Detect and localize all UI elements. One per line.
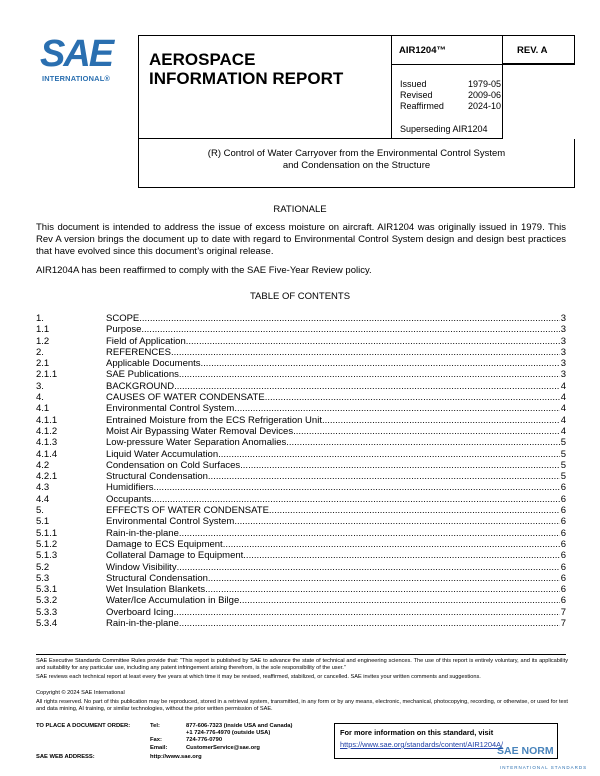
toc-entry-title: SAE Publications — [106, 369, 179, 381]
toc-leader-dots — [234, 516, 559, 527]
toc-entry-title: Environmental Control System — [106, 516, 235, 528]
toc-entry-number: 5.3 — [36, 572, 50, 584]
toc-leader-dots — [269, 505, 560, 516]
toc-entry-title: Rain-in-the-plane — [106, 618, 179, 630]
toc-entry[interactable] — [36, 336, 566, 347]
toc-entry-page: 3 — [560, 335, 566, 347]
toc-entry-page: 6 — [560, 584, 566, 596]
toc-entry[interactable] — [36, 528, 566, 539]
toc-entry[interactable] — [36, 358, 566, 369]
order-label: TO PLACE A DOCUMENT ORDER: — [36, 723, 131, 729]
toc-entry-page: 3 — [560, 358, 566, 370]
toc-entry-number: 4.1 — [36, 403, 50, 415]
date-label: Issued — [400, 79, 427, 89]
toc-entry-page: 4 — [560, 414, 566, 426]
watermark-subtext: INTERNATIONAL STANDARDS — [500, 765, 588, 770]
toc-entry-title: CAUSES OF WATER CONDENSATE — [106, 392, 265, 404]
toc-entry[interactable] — [36, 505, 566, 516]
toc-leader-dots — [208, 573, 560, 584]
footer-divider — [36, 654, 566, 655]
date-label: Revised — [400, 90, 433, 100]
toc-entry-title: SCOPE — [106, 313, 140, 324]
toc-entry[interactable] — [36, 618, 566, 629]
toc-entry-number: 1.1 — [36, 324, 50, 336]
revision-box — [502, 35, 575, 64]
document-title — [139, 148, 574, 172]
toc-entry-page: 6 — [560, 482, 566, 494]
toc-entry-number: 2.1.1 — [36, 369, 58, 381]
toc-entry-number: 4.1.2 — [36, 425, 58, 437]
toc-entry[interactable] — [36, 573, 566, 584]
toc-entry-page: 6 — [560, 550, 566, 562]
toc-entry-page: 7 — [560, 618, 566, 630]
toc-entry-page: 5 — [560, 471, 566, 483]
document-number: AIR1204™ — [399, 45, 446, 56]
date-history — [400, 79, 540, 112]
toc-entry-page: 5 — [560, 437, 566, 449]
rights-text: All rights reserved. No part of this publication may be reproduced, stored in a retrieval system, transmitted, in any form or by any means, electronic, mechanical, photocopying, recording, or otherwise, or used for text and data mining, AI training, or similar technologies, without the prior written permission of SAE. — [36, 699, 568, 712]
toc-entry-page: 6 — [560, 493, 566, 505]
fax-number: 724-776-0790 — [186, 737, 223, 744]
more-info-text: For more information on this standard, visit — [340, 728, 494, 737]
order-contact-block — [36, 723, 292, 761]
toc-entry-title: Structural Condensation — [106, 572, 208, 584]
toc-entry[interactable] — [36, 381, 566, 392]
toc-entry-number: 5.1.1 — [36, 527, 58, 539]
phone-number-intl[interactable]: +1 724-776-4970 (outside USA) — [186, 730, 271, 737]
toc-entry-title: Rain-in-the-plane — [106, 527, 179, 539]
document-header — [138, 35, 575, 198]
toc-entry-number: 3. — [36, 380, 44, 392]
toc-entry-page: 6 — [560, 595, 566, 607]
toc-entry-title: Water/Ice Accumulation in Bilge — [106, 595, 240, 607]
toc-entry-page: 6 — [560, 527, 566, 539]
toc-leader-dots — [179, 369, 560, 380]
email-link[interactable]: CustomerService@sae.org — [186, 744, 260, 751]
toc-entry[interactable] — [36, 437, 566, 448]
toc-entry-number: 2.1 — [36, 358, 50, 370]
toc-entry-number: 5.3.4 — [36, 618, 58, 630]
phone-number[interactable]: 877-606-7323 (inside USA and Canada) — [186, 723, 293, 729]
toc-entry[interactable] — [36, 562, 566, 573]
date-row-reaffirmed — [400, 101, 540, 112]
toc-entry-page: 4 — [560, 425, 566, 437]
toc-entry[interactable] — [36, 607, 566, 618]
header-divider — [391, 64, 575, 65]
toc-entry-title: BACKGROUND — [106, 380, 175, 392]
report-type-line2: INFORMATION REPORT — [149, 69, 344, 88]
toc-entry-title: Damage to ECS Equipment — [106, 538, 223, 550]
toc-entry[interactable] — [36, 460, 566, 471]
report-type-title — [149, 50, 343, 88]
toc-entry-title: Wet Insulation Blankets — [106, 584, 206, 596]
toc-leader-dots — [174, 607, 560, 618]
toc-entry-number: 5. — [36, 505, 44, 517]
copyright-text: Copyright © 2024 SAE International — [36, 690, 125, 696]
toc-leader-dots — [174, 381, 560, 392]
toc-entry-page: 6 — [560, 505, 566, 517]
toc-entry-title: Overboard Icing — [106, 606, 174, 618]
toc-leader-dots — [240, 460, 560, 471]
toc-entry-page: 6 — [560, 561, 566, 573]
toc-entry-title: Window Visibility — [106, 561, 177, 573]
toc-entry[interactable] — [36, 550, 566, 561]
toc-entry-page: 4 — [560, 403, 566, 415]
toc-entry-title: Liquid Water Accumulation — [106, 448, 219, 460]
toc-leader-dots — [179, 528, 560, 539]
date-value: 2009-06 — [468, 90, 502, 100]
standard-url-link[interactable]: https://www.sae.org/standards/content/AIR1204A/ — [340, 740, 504, 749]
toc-entry[interactable] — [36, 415, 566, 426]
toc-entry[interactable] — [36, 494, 566, 505]
toc-entry-page: 6 — [560, 572, 566, 584]
toc-entry-page: 3 — [560, 324, 566, 336]
date-label: Reaffirmed — [400, 101, 444, 111]
toc-entry-number: 4.1.4 — [36, 448, 58, 460]
toc-leader-dots — [265, 392, 560, 403]
toc-entry[interactable] — [36, 539, 566, 550]
toc-entry-title: Collateral Damage to Equipment — [106, 550, 244, 562]
document-title-line1: (R) Control of Water Carryover from the Environmental Control System — [207, 148, 506, 159]
toc-entry-title: Environmental Control System — [106, 403, 235, 415]
toc-leader-dots — [218, 449, 560, 460]
toc-entry-number: 4. — [36, 392, 44, 404]
toc-leader-dots — [205, 584, 560, 595]
toc-entry-page: 3 — [560, 313, 566, 324]
reaffirmation-paragraph: AIR1204A has been reaffirmed to comply with the SAE Five-Year Review policy. — [36, 265, 372, 276]
toc-entry[interactable] — [36, 482, 566, 493]
rationale-paragraph: This document is intended to address the issue of excess moisture on aircraft. AIR1204 was originally issued in 1979. This Rev A version brings the document up to date with regard to Environmental Control System design and design best practices that have evolved since this document’s original release. — [36, 222, 566, 257]
toc-entry-page: 4 — [560, 392, 566, 404]
toc-entry-title: REFERENCES — [106, 346, 171, 358]
toc-leader-dots — [223, 539, 560, 550]
email-label: Email: — [150, 744, 168, 751]
toc-entry[interactable] — [36, 449, 566, 460]
toc-entry[interactable] — [36, 324, 566, 335]
toc-entry[interactable] — [36, 516, 566, 527]
toc-entry[interactable] — [36, 369, 566, 380]
toc-leader-dots — [286, 437, 559, 448]
toc-entry[interactable] — [36, 471, 566, 482]
watermark-text: SAE NORM — [497, 745, 554, 757]
toc-entry[interactable] — [36, 403, 566, 414]
toc-entry-page: 6 — [560, 516, 566, 528]
toc-entry[interactable] — [36, 392, 566, 403]
toc-entry[interactable] — [36, 313, 566, 324]
toc-leader-dots — [171, 347, 560, 358]
date-value: 2024-10 — [468, 101, 502, 111]
toc-entry-number: 4.2.1 — [36, 471, 58, 483]
toc-leader-dots — [141, 324, 559, 335]
toc-leader-dots — [139, 313, 559, 324]
toc-leader-dots — [239, 595, 559, 606]
date-row-issued — [400, 79, 540, 90]
date-value: 1979-05 — [468, 79, 502, 89]
toc-entry-number: 5.1 — [36, 516, 50, 528]
toc-entry[interactable] — [36, 584, 566, 595]
toc-leader-dots — [201, 358, 560, 369]
toc-entry-number: 2. — [36, 346, 44, 358]
committee-rules-text: SAE Executive Standards Committee Rules provide that: “This report is published by SAE to advance the state of technical and engineering sciences. The use of this report is entirely voluntary, and its applicability and suitability for any particular use, including any patent infringement arising therefrom, is the sole responsibility of the user.” — [36, 658, 568, 671]
toc-entry-title: Low-pressure Water Separation Anomalies — [106, 437, 287, 449]
review-policy-text: SAE reviews each technical report at least every five years at which time it may be revised, reaffirmed, stabilized, or cancelled. SAE invites your written comments and suggestions. — [36, 674, 481, 680]
web-label: SAE WEB ADDRESS: — [36, 753, 95, 760]
table-of-contents — [36, 313, 566, 629]
toc-leader-dots — [243, 550, 559, 561]
toc-entry-page: 5 — [560, 448, 566, 460]
logo-subtitle: INTERNATIONAL® — [42, 74, 111, 83]
toc-entry-number: 4.1.1 — [36, 414, 58, 426]
toc-entry-number: 5.1.2 — [36, 538, 58, 550]
toc-leader-dots — [154, 482, 560, 493]
toc-entry-number: 5.1.3 — [36, 550, 58, 562]
web-link[interactable]: http://www.sae.org — [150, 753, 202, 760]
toc-entry-number: 5.2 — [36, 561, 50, 573]
date-row-revised — [400, 90, 540, 101]
toc-entry-number: 5.3.3 — [36, 606, 58, 618]
toc-entry-number: 4.3 — [36, 482, 50, 494]
toc-leader-dots — [151, 494, 559, 505]
toc-entry-number: 5.3.2 — [36, 595, 58, 607]
sae-logo — [38, 34, 124, 84]
toc-entry-title: Humidifiers — [106, 482, 154, 494]
toc-entry-title: Purpose — [106, 324, 142, 336]
report-type-line1: AEROSPACE — [149, 50, 256, 69]
document-title-line2: and Condensation on the Structure — [282, 160, 431, 171]
toc-entry-number: 4.1.3 — [36, 437, 58, 449]
toc-leader-dots — [234, 403, 559, 414]
toc-entry-number: 5.3.1 — [36, 584, 58, 596]
toc-entry[interactable] — [36, 347, 566, 358]
toc-leader-dots — [208, 471, 560, 482]
toc-entry-page: 5 — [560, 459, 566, 471]
toc-entry-page: 7 — [560, 606, 566, 618]
toc-heading: TABLE OF CONTENTS — [249, 291, 351, 302]
toc-leader-dots — [177, 562, 560, 573]
toc-entry-number: 1.2 — [36, 335, 50, 347]
toc-entry-title: Structural Condensation — [106, 471, 208, 483]
fax-label: Fax: — [150, 737, 162, 744]
toc-entry-title: Condensation on Cold Surfaces — [106, 459, 241, 471]
toc-entry[interactable] — [36, 595, 566, 606]
toc-entry-title: Occupants — [106, 493, 152, 505]
revision-label: REV. A — [517, 45, 548, 56]
toc-entry-page: 4 — [560, 380, 566, 392]
toc-leader-dots — [179, 618, 560, 629]
toc-leader-dots — [293, 426, 560, 437]
tel-label: Tel: — [150, 723, 160, 729]
toc-entry-title: Field of Application — [106, 335, 186, 347]
superseding-note: Superseding AIR1204 — [400, 124, 488, 134]
toc-entry-title: Applicable Documents — [106, 358, 201, 370]
toc-entry-number: 4.4 — [36, 493, 50, 505]
rationale-heading: RATIONALE — [273, 204, 327, 215]
toc-entry[interactable] — [36, 426, 566, 437]
toc-entry-number: 4.2 — [36, 459, 50, 471]
toc-entry-page: 6 — [560, 538, 566, 550]
toc-entry-page: 3 — [560, 369, 566, 381]
toc-entry-title: Entrained Moisture from the ECS Refrigeration Unit — [106, 414, 322, 426]
toc-leader-dots — [186, 336, 560, 347]
logo-mark: SAE — [40, 33, 113, 75]
toc-entry-title: Moist Air Bypassing Water Removal Devices — [106, 425, 294, 437]
toc-entry-number: 1. — [36, 313, 44, 324]
document-title-box — [138, 139, 575, 188]
toc-leader-dots — [322, 415, 560, 426]
header-title-box — [138, 35, 391, 139]
toc-entry-title: EFFECTS OF WATER CONDENSATE — [106, 505, 269, 517]
toc-entry-page: 3 — [560, 346, 566, 358]
